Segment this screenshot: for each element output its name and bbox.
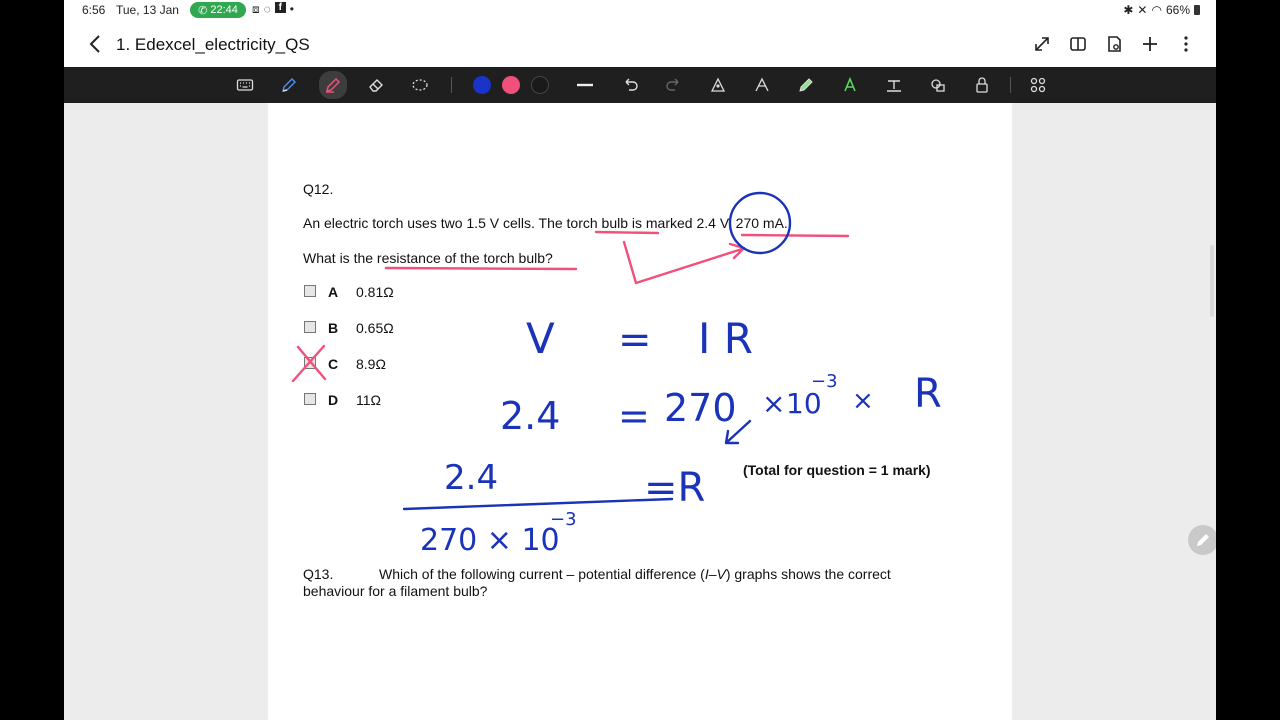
q12-stem-line2: What is the resistance of the torch bulb? xyxy=(303,250,553,266)
status-bar xyxy=(64,0,1216,22)
pen-settings-tool[interactable] xyxy=(750,73,774,97)
underline-torch-bulb xyxy=(596,232,658,233)
status-date: Tue, 13 Jan xyxy=(116,3,179,17)
expand-button[interactable] xyxy=(1032,34,1052,54)
marker-icon xyxy=(797,76,815,94)
pencil-icon xyxy=(1195,532,1211,548)
shape-pen-tool[interactable] xyxy=(706,73,730,97)
more-button[interactable] xyxy=(1176,34,1196,54)
color-swatch-pink[interactable] xyxy=(502,76,520,94)
redo-button[interactable] xyxy=(662,73,686,97)
q13-symbol-v: V xyxy=(716,566,726,582)
bluetooth-icon: ✱ xyxy=(1123,3,1134,17)
q12-total-marks: (Total for question = 1 mark) xyxy=(743,462,931,478)
pink-arrow xyxy=(624,242,744,283)
hw-frac-den: 270 × 10 xyxy=(420,523,560,558)
lasso-tool[interactable] xyxy=(408,73,432,97)
whatsapp-icon: ◌ xyxy=(263,2,271,16)
floating-pen-button[interactable] xyxy=(1188,525,1216,555)
hw-eq2-x: × xyxy=(762,387,786,420)
underline-rating xyxy=(742,235,848,236)
q13-symbol-i: I xyxy=(704,566,709,582)
option-b-checkbox[interactable] xyxy=(304,321,316,333)
q13-line1-pre: Which of the following current – potential difference ( xyxy=(379,566,705,582)
q13-line1 xyxy=(379,566,891,582)
q13-line1-post: ) graphs shows the correct xyxy=(725,566,891,582)
drawing-toolbar xyxy=(64,67,1216,103)
text-style-tool[interactable] xyxy=(838,73,862,97)
shapes-icon xyxy=(929,76,947,94)
call-timer: 22:44 xyxy=(210,4,238,16)
stroke-width-tool[interactable] xyxy=(573,73,597,97)
add-button[interactable] xyxy=(1140,34,1160,54)
grid-icon xyxy=(1029,76,1047,94)
expand-icon xyxy=(1033,35,1051,53)
keyboard-tool[interactable] xyxy=(233,73,257,97)
mute-icon: ✕ xyxy=(1137,3,1148,17)
document-page[interactable] xyxy=(268,103,1012,720)
hw-frac-exp: −3 xyxy=(550,509,577,530)
q12-number: Q12. xyxy=(303,181,334,197)
status-time: 6:56 xyxy=(82,3,106,17)
hw-eq2-lhs: 2.4 xyxy=(500,394,561,438)
app-window xyxy=(64,0,1216,720)
eraser-tool[interactable] xyxy=(364,73,388,97)
highlighter-tool[interactable] xyxy=(319,71,347,99)
wifi-icon: ◠ xyxy=(1151,3,1162,17)
hw-eq2-pow-base: 10 xyxy=(786,387,822,420)
title-actions xyxy=(1032,34,1196,54)
hw-frac-rhs: =R xyxy=(644,465,706,511)
undo-button[interactable] xyxy=(618,73,642,97)
pen-settings-icon xyxy=(753,76,771,94)
q13-number: Q13. xyxy=(303,566,334,582)
ink-annotations xyxy=(268,103,1012,720)
facebook-icon: f xyxy=(275,2,286,13)
lock-tool[interactable] xyxy=(970,73,994,97)
more-notifications-icon: • xyxy=(289,2,294,16)
q13-line2: behaviour for a filament bulb? xyxy=(303,583,488,599)
add-icon xyxy=(1141,35,1159,53)
color-swatch-black[interactable] xyxy=(531,76,549,94)
hw-eq2-equals: = xyxy=(618,394,650,438)
split-view-icon xyxy=(1069,35,1087,53)
hw-eq2-r: R xyxy=(914,371,942,417)
battery-level: 66% xyxy=(1165,3,1190,17)
status-right xyxy=(1123,3,1200,17)
eraser-icon xyxy=(367,76,385,94)
chevron-left-icon xyxy=(86,33,106,55)
option-d-value: 11Ω xyxy=(356,392,381,408)
highlighter-icon xyxy=(324,76,342,94)
option-a-value: 0.81Ω xyxy=(356,284,394,300)
option-c-value: 8.9Ω xyxy=(356,356,386,372)
pen-icon xyxy=(280,76,298,94)
screenshot-icon: ⧈ xyxy=(252,2,260,16)
stroke-width-icon xyxy=(576,76,594,94)
hw-small-arrow xyxy=(726,421,750,443)
notification-icons xyxy=(252,2,294,17)
text-style-icon xyxy=(841,76,859,94)
hw-frac-num: 2.4 xyxy=(444,458,499,498)
q12-stem-line1: An electric torch uses two 1.5 V cells. The torch bulb is marked 2.4 V, 270 mA. xyxy=(303,215,788,231)
lock-icon xyxy=(973,76,991,94)
call-pill[interactable] xyxy=(190,2,246,18)
redo-icon xyxy=(665,76,683,94)
more-icon xyxy=(1177,35,1195,53)
pen-tool[interactable] xyxy=(277,73,301,97)
option-b-letter: B xyxy=(328,320,339,336)
option-d-checkbox[interactable] xyxy=(304,393,316,405)
hw-frac-line xyxy=(404,499,672,509)
option-a-letter: A xyxy=(328,284,339,300)
hw-eq1-ir: I R xyxy=(698,314,753,363)
phone-icon: ✆ xyxy=(198,4,208,17)
marker-tool[interactable] xyxy=(794,73,818,97)
hw-eq1-equals: = xyxy=(618,317,652,363)
hw-eq1-v: V xyxy=(526,314,555,363)
hw-eq2-num: 270 xyxy=(664,386,737,430)
q13-dash: – xyxy=(708,566,717,582)
option-c-checkbox[interactable] xyxy=(304,357,316,369)
undo-icon xyxy=(621,76,639,94)
hw-eq2-exp: −3 xyxy=(811,371,838,392)
document-title: 1. Edexcel_electricity_QS xyxy=(116,35,310,54)
option-d-letter: D xyxy=(328,392,339,408)
option-b-value: 0.65Ω xyxy=(356,320,394,336)
title-bar xyxy=(64,22,1216,67)
grid-tool[interactable] xyxy=(1026,73,1050,97)
toolbar-divider xyxy=(451,77,452,93)
page-settings-button[interactable] xyxy=(1104,34,1124,54)
split-view-button[interactable] xyxy=(1068,34,1088,54)
lasso-icon xyxy=(411,76,429,94)
underline-resistance xyxy=(386,268,576,269)
page-settings-icon xyxy=(1105,35,1123,53)
option-c-letter: C xyxy=(328,356,339,372)
option-a-checkbox[interactable] xyxy=(304,285,316,297)
battery-icon xyxy=(1194,5,1200,15)
text-box-tool[interactable] xyxy=(882,73,906,97)
toolbar-divider xyxy=(1010,77,1011,93)
color-swatch-blue[interactable] xyxy=(473,76,491,94)
shapes-tool[interactable] xyxy=(926,73,950,97)
edge-panel-handle[interactable] xyxy=(1210,245,1214,317)
keyboard-icon xyxy=(236,76,254,94)
shape-pen-icon xyxy=(709,76,727,94)
text-box-icon xyxy=(885,76,903,94)
hw-eq2-times: × xyxy=(852,386,874,416)
back-button[interactable] xyxy=(86,33,106,55)
